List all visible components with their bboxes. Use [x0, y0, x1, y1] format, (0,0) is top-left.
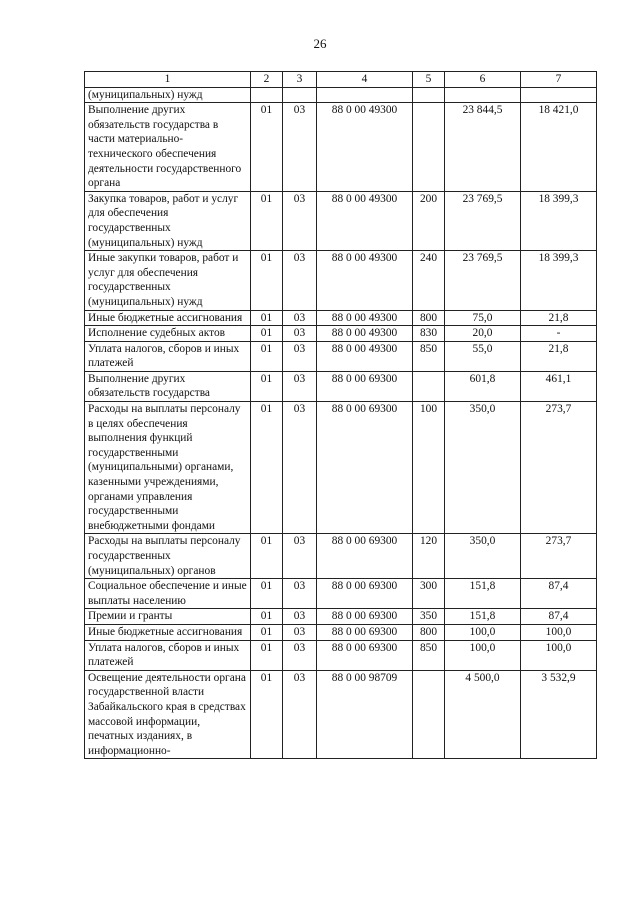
table-row	[85, 103, 597, 192]
amount-executed-cell: 18 399,3	[521, 251, 597, 310]
table-row	[85, 402, 597, 534]
header-row	[85, 72, 597, 88]
subsection-code-cell: 03	[283, 326, 317, 342]
amount-plan-cell: 20,0	[445, 326, 521, 342]
table-row	[85, 191, 597, 250]
subsection-code-cell: 03	[283, 640, 317, 670]
section-code-cell: 01	[251, 341, 283, 371]
item-name-cell: Премии и гранты	[85, 609, 251, 625]
section-code-cell: 01	[251, 670, 283, 759]
amount-plan-cell: 100,0	[445, 624, 521, 640]
subsection-code-cell: 03	[283, 579, 317, 609]
target-article-code-cell: 88 0 00 49300	[317, 341, 413, 371]
subsection-code-cell: 03	[283, 103, 317, 192]
amount-executed-cell: 18 421,0	[521, 103, 597, 192]
header-cell: 7	[521, 72, 597, 88]
table-row	[85, 251, 597, 310]
expense-type-code-cell: 830	[413, 326, 445, 342]
table-row	[85, 670, 597, 759]
section-code-cell: 01	[251, 326, 283, 342]
expense-type-code-cell: 350	[413, 609, 445, 625]
item-name-cell: Уплата налогов, сборов и иных платежей	[85, 341, 251, 371]
amount-executed-cell: 461,1	[521, 371, 597, 401]
table-row	[85, 609, 597, 625]
page-number: 26	[313, 36, 327, 51]
table-row	[85, 534, 597, 579]
expense-type-code-cell: 240	[413, 251, 445, 310]
section-code-cell: 01	[251, 191, 283, 250]
header-cell: 5	[413, 72, 445, 88]
amount-executed-cell	[521, 87, 597, 103]
target-article-code-cell: 88 0 00 49300	[317, 310, 413, 326]
expense-type-code-cell	[413, 103, 445, 192]
amount-executed-cell: 3 532,9	[521, 670, 597, 759]
expense-type-code-cell: 800	[413, 310, 445, 326]
item-name-cell: Исполнение судебных актов	[85, 326, 251, 342]
subsection-code-cell: 03	[283, 371, 317, 401]
subsection-code-cell	[283, 87, 317, 103]
amount-plan-cell: 75,0	[445, 310, 521, 326]
item-name-cell: Иные бюджетные ассигнования	[85, 624, 251, 640]
item-name-cell: Социальное обеспечение и иные выплаты населению	[85, 579, 251, 609]
amount-executed-cell: 87,4	[521, 579, 597, 609]
amount-executed-cell: 273,7	[521, 534, 597, 579]
amount-plan-cell: 151,8	[445, 609, 521, 625]
item-name-cell: Выполнение других обязательств государства	[85, 371, 251, 401]
subsection-code-cell: 03	[283, 251, 317, 310]
section-code-cell: 01	[251, 624, 283, 640]
expense-type-code-cell: 850	[413, 640, 445, 670]
target-article-code-cell	[317, 87, 413, 103]
subsection-code-cell: 03	[283, 624, 317, 640]
amount-plan-cell: 4 500,0	[445, 670, 521, 759]
section-code-cell: 01	[251, 640, 283, 670]
table-row	[85, 371, 597, 401]
item-name-cell: Иные бюджетные ассигнования	[85, 310, 251, 326]
header-cell: 4	[317, 72, 413, 88]
item-name-cell: Уплата налогов, сборов и иных платежей	[85, 640, 251, 670]
section-code-cell: 01	[251, 534, 283, 579]
target-article-code-cell: 88 0 00 49300	[317, 191, 413, 250]
target-article-code-cell: 88 0 00 69300	[317, 579, 413, 609]
item-name-cell: Выполнение других обязательств государства в части материально-технического обеспечения деятельности государственного органа	[85, 103, 251, 192]
expense-type-code-cell	[413, 670, 445, 759]
item-name-cell: (муниципальных) нужд	[85, 87, 251, 103]
subsection-code-cell: 03	[283, 609, 317, 625]
amount-plan-cell: 23 844,5	[445, 103, 521, 192]
table-row	[85, 640, 597, 670]
section-code-cell: 01	[251, 251, 283, 310]
amount-executed-cell: 18 399,3	[521, 191, 597, 250]
item-name-cell: Освещение деятельности органа государственной власти Забайкальского края в средствах массовой информации, печатных изданиях, в информационно-	[85, 670, 251, 759]
expense-type-code-cell: 300	[413, 579, 445, 609]
expense-type-code-cell: 850	[413, 341, 445, 371]
amount-plan-cell: 601,8	[445, 371, 521, 401]
amount-executed-cell: 100,0	[521, 624, 597, 640]
section-code-cell: 01	[251, 579, 283, 609]
target-article-code-cell: 88 0 00 69300	[317, 534, 413, 579]
target-article-code-cell: 88 0 00 49300	[317, 251, 413, 310]
target-article-code-cell: 88 0 00 69300	[317, 402, 413, 534]
table-row	[85, 341, 597, 371]
amount-plan-cell: 23 769,5	[445, 191, 521, 250]
section-code-cell: 01	[251, 310, 283, 326]
section-code-cell: 01	[251, 103, 283, 192]
table-row	[85, 87, 597, 103]
item-name-cell: Иные закупки товаров, работ и услуг для обеспечения государственных (муниципальных) нужд	[85, 251, 251, 310]
section-code-cell: 01	[251, 609, 283, 625]
amount-executed-cell: 21,8	[521, 310, 597, 326]
amount-plan-cell	[445, 87, 521, 103]
target-article-code-cell: 88 0 00 69300	[317, 640, 413, 670]
table-row	[85, 326, 597, 342]
expense-type-code-cell	[413, 371, 445, 401]
amount-executed-cell: 273,7	[521, 402, 597, 534]
item-name-cell: Расходы на выплаты персоналу в целях обеспечения выполнения функций государственными (муниципальными) органами, казенными учреждениями, органами управления государственными внебюджетными фондами	[85, 402, 251, 534]
subsection-code-cell: 03	[283, 341, 317, 371]
table-row	[85, 579, 597, 609]
header-cell: 2	[251, 72, 283, 88]
target-article-code-cell: 88 0 00 98709	[317, 670, 413, 759]
amount-executed-cell: 100,0	[521, 640, 597, 670]
subsection-code-cell: 03	[283, 191, 317, 250]
amount-executed-cell: -	[521, 326, 597, 342]
table-row	[85, 624, 597, 640]
target-article-code-cell: 88 0 00 69300	[317, 609, 413, 625]
amount-plan-cell: 23 769,5	[445, 251, 521, 310]
expense-type-code-cell: 200	[413, 191, 445, 250]
subsection-code-cell: 03	[283, 310, 317, 326]
target-article-code-cell: 88 0 00 49300	[317, 103, 413, 192]
header-cell: 1	[85, 72, 251, 88]
subsection-code-cell: 03	[283, 670, 317, 759]
amount-plan-cell: 100,0	[445, 640, 521, 670]
section-code-cell: 01	[251, 402, 283, 534]
subsection-code-cell: 03	[283, 402, 317, 534]
target-article-code-cell: 88 0 00 49300	[317, 326, 413, 342]
budget-table	[84, 71, 597, 759]
amount-plan-cell: 151,8	[445, 579, 521, 609]
amount-plan-cell: 350,0	[445, 402, 521, 534]
expense-type-code-cell: 800	[413, 624, 445, 640]
subsection-code-cell: 03	[283, 534, 317, 579]
amount-plan-cell: 350,0	[445, 534, 521, 579]
section-code-cell	[251, 87, 283, 103]
item-name-cell: Расходы на выплаты персоналу государственных (муниципальных) органов	[85, 534, 251, 579]
target-article-code-cell: 88 0 00 69300	[317, 371, 413, 401]
expense-type-code-cell: 100	[413, 402, 445, 534]
amount-plan-cell: 55,0	[445, 341, 521, 371]
amount-executed-cell: 21,8	[521, 341, 597, 371]
table-row	[85, 310, 597, 326]
amount-executed-cell: 87,4	[521, 609, 597, 625]
expense-type-code-cell: 120	[413, 534, 445, 579]
item-name-cell: Закупка товаров, работ и услуг для обеспечения государственных (муниципальных) нужд	[85, 191, 251, 250]
expense-type-code-cell	[413, 87, 445, 103]
target-article-code-cell: 88 0 00 69300	[317, 624, 413, 640]
header-cell: 6	[445, 72, 521, 88]
section-code-cell: 01	[251, 371, 283, 401]
header-cell: 3	[283, 72, 317, 88]
